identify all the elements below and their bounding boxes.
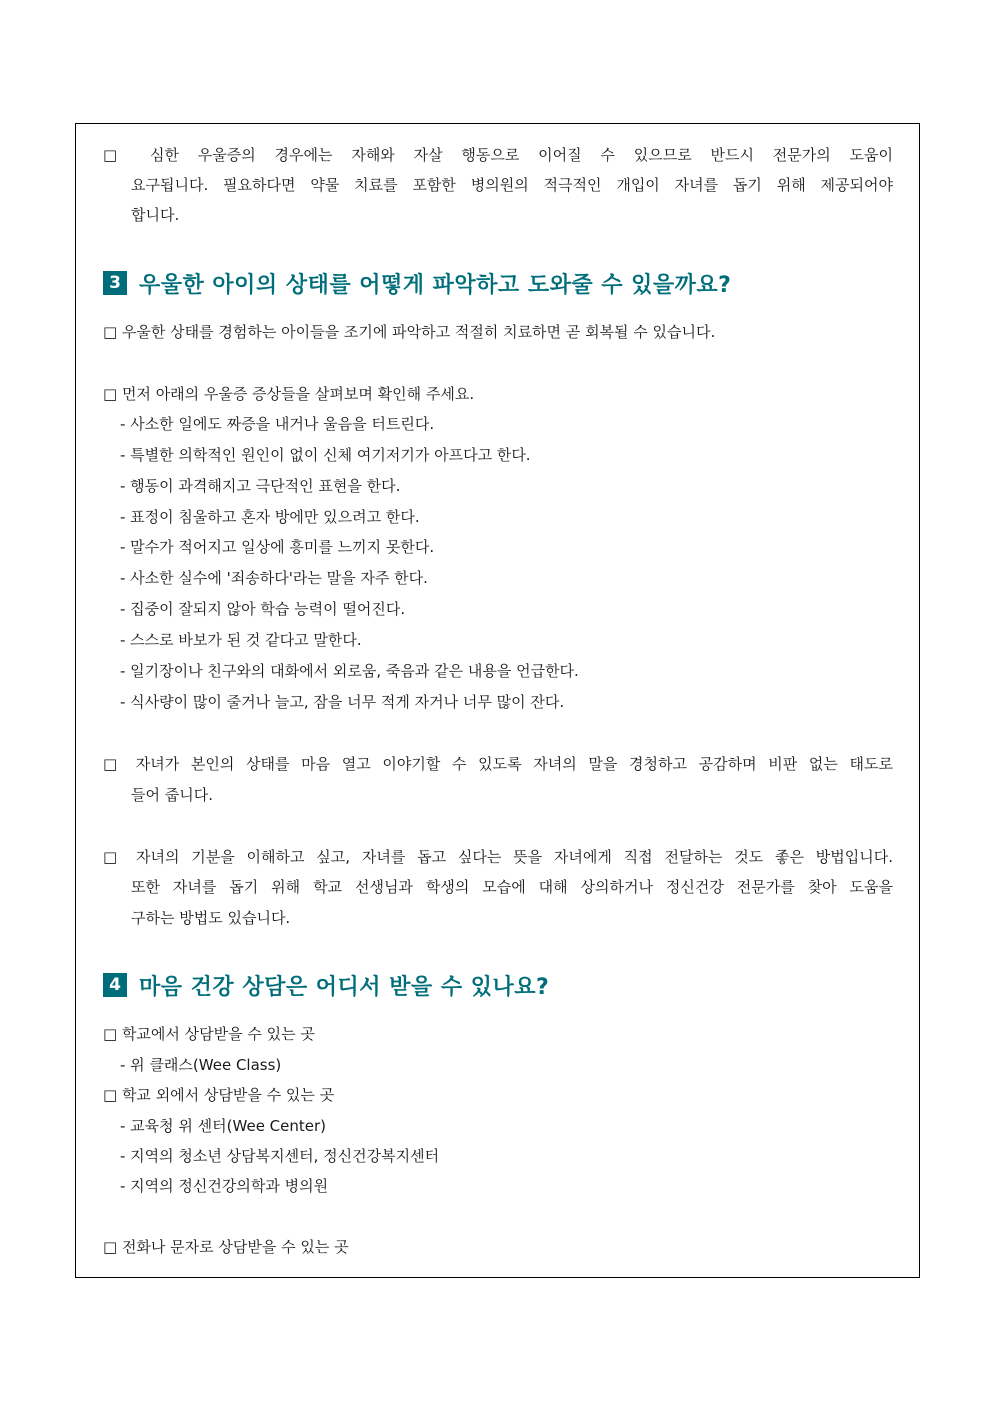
section-3-paragraph-3-line-1: □ 자녀가 본인의 상태를 마음 열고 이야기할 수 있도록 자녀의 말을 경청하고 공감하며 비판 없는 태도로 [103, 755, 893, 773]
list-item: - 말수가 적어지고 일상에 흥미를 느끼지 못한다. [120, 538, 435, 556]
outside-counseling-heading: □ 학교 외에서 상담받을 수 있는 곳 [103, 1086, 335, 1104]
list-item: - 스스로 바보가 된 것 같다고 말한다. [120, 631, 362, 649]
list-item: - 위 클래스(Wee Class) [120, 1056, 282, 1074]
phone-counseling-heading: □ 전화나 문자로 상담받을 수 있는 곳 [103, 1238, 349, 1256]
section-3-paragraph-3-line-2: 들어 줍니다. [131, 786, 213, 804]
intro-line-1: □ 심한 우울증의 경우에는 자해와 자살 행동으로 이어질 수 있으므로 반드시 전문가의 도움이 [103, 146, 893, 164]
list-item: - 행동이 과격해지고 극단적인 표현을 한다. [120, 477, 401, 495]
section-3-number: 3 [103, 271, 127, 295]
list-item: - 사소한 일에도 짜증을 내거나 울음을 터트린다. [120, 415, 435, 433]
list-item: - 식사량이 많이 줄거나 늘고, 잠을 너무 적게 자거나 너무 많이 잔다. [120, 693, 565, 711]
section-3-paragraph-1: □ 우울한 상태를 경험하는 아이들을 조기에 파악하고 적절히 치료하면 곧 회복될 수 있습니다. [103, 323, 716, 341]
section-4-number: 4 [103, 973, 127, 997]
section-3-paragraph-4-line-3: 구하는 방법도 있습니다. [131, 909, 291, 927]
list-item: - 교육청 위 센터(Wee Center) [120, 1117, 327, 1135]
list-item: - 지역의 정신건강의학과 병의원 [120, 1177, 329, 1195]
intro-line-3: 합니다. [131, 206, 180, 224]
intro-line-2: 요구됩니다. 필요하다면 약물 치료를 포함한 병의원의 적극적인 개입이 자녀를 돕기 위해 제공되어야 [131, 176, 893, 194]
list-item: - 사소한 실수에 '죄송하다'라는 말을 자주 한다. [120, 569, 428, 587]
section-4-heading [103, 970, 549, 1000]
list-item: - 지역의 청소년 상담복지센터, 정신건강복지센터 [120, 1147, 440, 1165]
list-item: - 일기장이나 친구와의 대화에서 외로움, 죽음과 같은 내용을 언급한다. [120, 662, 579, 680]
list-item: - 표정이 침울하고 혼자 방에만 있으려고 한다. [120, 508, 420, 526]
section-3-paragraph-2: □ 먼저 아래의 우울증 증상들을 살펴보며 확인해 주세요. [103, 385, 475, 403]
list-item: - 집중이 잘되지 않아 학습 능력이 떨어진다. [120, 600, 406, 618]
section-3-paragraph-4-line-1: □ 자녀의 기분을 이해하고 싶고, 자녀를 돕고 싶다는 뜻을 자녀에게 직접 전달하는 것도 좋은 방법입니다. [103, 848, 893, 866]
section-3-paragraph-4-line-2: 또한 자녀를 돕기 위해 학교 선생님과 학생의 모습에 대해 상의하거나 정신건강 전문가를 찾아 도움을 [131, 878, 893, 896]
list-item: - 특별한 의학적인 원인이 없이 신체 여기저기가 아프다고 한다. [120, 446, 531, 464]
section-3-heading [103, 268, 731, 298]
school-counseling-heading: □ 학교에서 상담받을 수 있는 곳 [103, 1025, 315, 1043]
section-4-title: 마음 건강 상담은 어디서 받을 수 있나요? [139, 974, 550, 1000]
section-3-title: 우울한 아이의 상태를 어떻게 파악하고 도와줄 수 있을까요? [139, 272, 732, 298]
